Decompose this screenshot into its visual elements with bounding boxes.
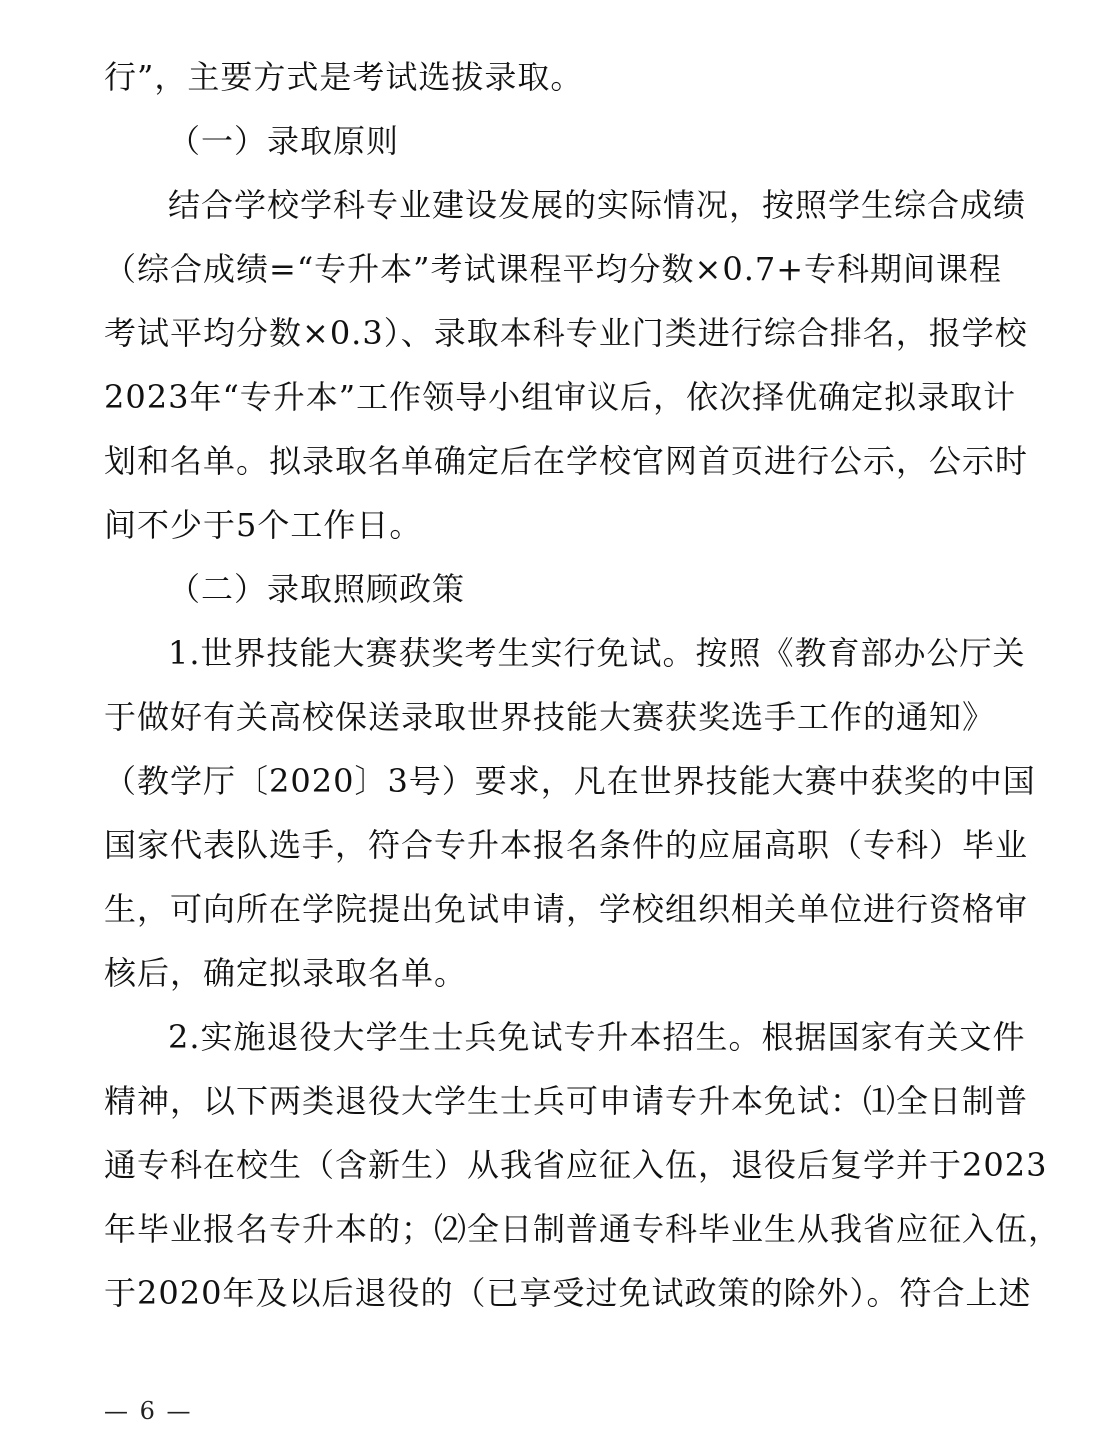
text-line-5: 考试平均分数×0.3）、录取本科专业门类进行综合排名，报学校 bbox=[104, 314, 1028, 352]
text-line-7: 划和名单。拟录取名单确定后在学校官网首页进行公示，公示时 bbox=[104, 442, 1029, 480]
text-line-8: 间不少于5个工作日。 bbox=[104, 506, 423, 544]
text-line-12: （教学厅〔2020〕3号）要求，凡在世界技能大赛中获奖的中国 bbox=[104, 762, 1036, 800]
text-line-6: 2023年“专升本”工作领导小组审议后，依次择优确定拟录取计 bbox=[104, 378, 1017, 416]
text-line-15: 核后，确定拟录取名单。 bbox=[104, 954, 468, 992]
page-number: — 6 — bbox=[104, 1397, 193, 1425]
text-line-11: 于做好有关高校保送录取世界技能大赛获奖选手工作的通知》 bbox=[104, 698, 996, 736]
text-line-4: （综合成绩=“专升本”考试课程平均分数×0.7+专科期间课程 bbox=[104, 250, 1003, 288]
text-line-3: 结合学校学科专业建设发展的实际情况，按照学生综合成绩 bbox=[168, 186, 1027, 224]
section-heading-care-policy: （二）录取照顾政策 bbox=[168, 570, 466, 608]
section-heading-admission-principles: （一）录取原则 bbox=[168, 122, 400, 160]
text-line-1: 行”，主要方式是考试选拔录取。 bbox=[104, 58, 584, 96]
text-line-13: 国家代表队选手，符合专升本报名条件的应届高职（专科）毕业 bbox=[104, 826, 1029, 864]
text-line-10: 1.世界技能大赛获奖考生实行免试。按照《教育部办公厅关 bbox=[168, 634, 1026, 672]
text-line-19: 年毕业报名专升本的；⑵全日制普通专科毕业生从我省应征入伍， bbox=[104, 1210, 1062, 1248]
text-line-16: 2.实施退役大学生士兵免试专升本招生。根据国家有关文件 bbox=[168, 1018, 1026, 1056]
text-line-14: 生，可向所在学院提出免试申请，学校组织相关单位进行资格审 bbox=[104, 890, 1029, 928]
text-line-20: 于2020年及以后退役的（已享受过免试政策的除外）。符合上述 bbox=[104, 1274, 1032, 1312]
text-line-18: 通专科在校生（含新生）从我省应征入伍，退役后复学并于2023 bbox=[104, 1146, 1048, 1184]
text-line-17: 精神，以下两类退役大学生士兵可申请专升本免试：⑴全日制普 bbox=[104, 1082, 1029, 1120]
